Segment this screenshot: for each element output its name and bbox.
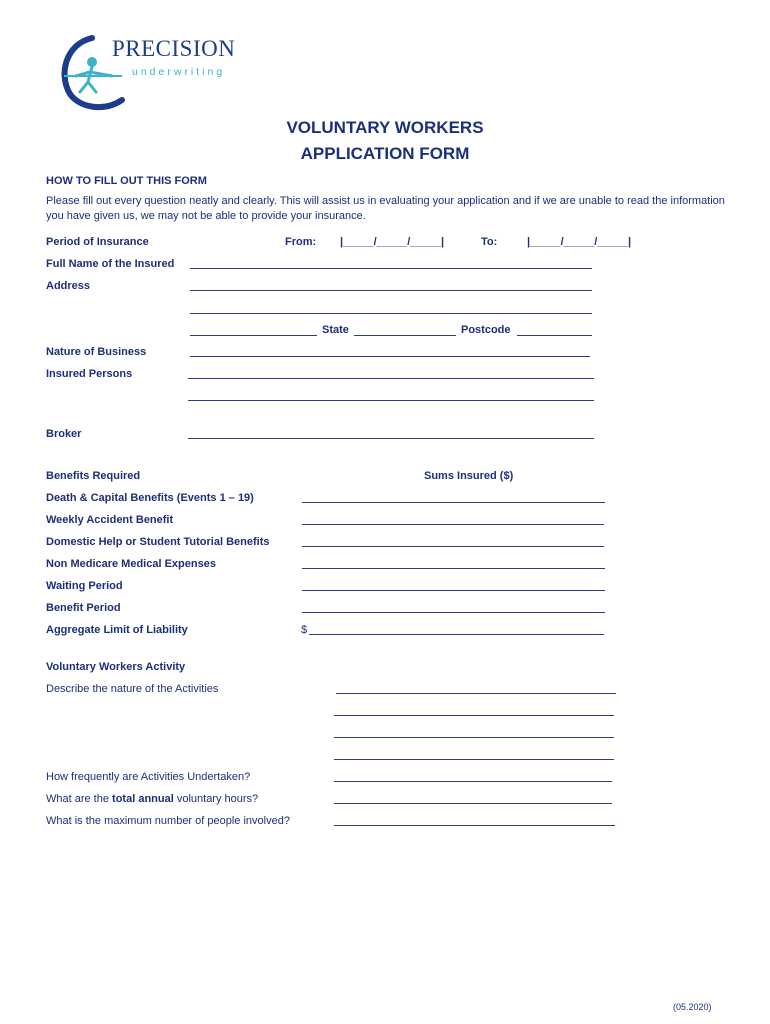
to-date-field[interactable]: |_____/_____/_____| [527, 236, 632, 248]
brand-name: PRECISION [112, 36, 236, 61]
benefit-death-field[interactable] [302, 502, 605, 503]
benefit-domestic-label: Domestic Help or Student Tutorial Benefits [46, 536, 270, 548]
hours-label [46, 793, 258, 805]
broker-label: Broker [46, 428, 82, 440]
state-label: State [322, 324, 349, 336]
postcode-label: Postcode [461, 324, 511, 336]
frequency-label: How frequently are Activities Undertaken? [46, 771, 251, 783]
hours-label-prefix: What are the [46, 793, 113, 805]
benefit-weekly-label: Weekly Accident Benefit [46, 514, 174, 526]
persons-label: Insured Persons [46, 368, 133, 380]
suburb-field[interactable] [190, 335, 317, 336]
period-label: Period of Insurance [46, 236, 149, 248]
dollar-sign: $ [301, 624, 308, 636]
broker-field[interactable] [188, 438, 594, 439]
from-date-field[interactable]: |_____/_____/_____| [340, 236, 445, 248]
hours-label-suffix: voluntary hours? [173, 793, 259, 805]
nature-label: Nature of Business [46, 346, 147, 358]
instructions-text: Please fill out every question neatly and clearly. This will assist us in evaluating your application and if we are unable to read the information you have given us, we may not be able to provide your insurance. [46, 195, 725, 222]
page-title-line2: APPLICATION FORM [300, 144, 470, 163]
benefit-weekly-field[interactable] [302, 524, 604, 525]
page-title-line1: VOLUNTARY WORKERS [286, 118, 484, 137]
state-field[interactable] [354, 335, 456, 336]
to-label: To: [481, 236, 498, 248]
benefit-period-field[interactable] [302, 612, 605, 613]
benefits-heading: Benefits Required [46, 470, 141, 482]
brand-tagline: underwriting [132, 66, 226, 78]
hours-field[interactable] [334, 803, 612, 804]
benefit-aggregate-label: Aggregate Limit of Liability [46, 624, 188, 636]
describe-label: Describe the nature of the Activities [46, 683, 219, 695]
benefit-medical-label: Non Medicare Medical Expenses [46, 558, 216, 570]
persons-field-2[interactable] [188, 400, 594, 401]
full-name-label: Full Name of the Insured [46, 258, 175, 270]
nature-field[interactable] [190, 356, 590, 357]
describe-field-2[interactable] [334, 715, 614, 716]
address-field-2[interactable] [190, 313, 592, 314]
activity-heading: Voluntary Workers Activity [46, 661, 186, 673]
people-label: What is the maximum number of people involved? [46, 815, 290, 827]
benefit-aggregate-field[interactable] [309, 634, 604, 635]
benefit-medical-field[interactable] [302, 568, 605, 569]
benefit-domestic-field[interactable] [302, 546, 604, 547]
address-label: Address [46, 280, 91, 292]
address-field-1[interactable] [190, 290, 592, 291]
describe-field-3[interactable] [334, 737, 614, 738]
persons-field-1[interactable] [188, 378, 594, 379]
postcode-field[interactable] [517, 335, 592, 336]
sums-heading: Sums Insured ($) [424, 470, 514, 482]
instructions-heading: HOW TO FILL OUT THIS FORM [46, 175, 207, 187]
benefit-period-label: Benefit Period [46, 602, 121, 614]
full-name-field[interactable] [190, 268, 592, 269]
describe-field-1[interactable] [336, 693, 616, 694]
hours-label-bold: total annual [112, 793, 174, 805]
benefit-waiting-label: Waiting Period [46, 580, 123, 592]
logo [52, 34, 252, 114]
benefit-death-label: Death & Capital Benefits (Events 1 – 19) [46, 492, 254, 504]
frequency-field[interactable] [334, 781, 612, 782]
benefit-waiting-field[interactable] [302, 590, 605, 591]
describe-field-4[interactable] [334, 759, 614, 760]
people-field[interactable] [334, 825, 615, 826]
form-version: (05.2020) [673, 1002, 712, 1012]
from-label: From: [285, 236, 317, 248]
